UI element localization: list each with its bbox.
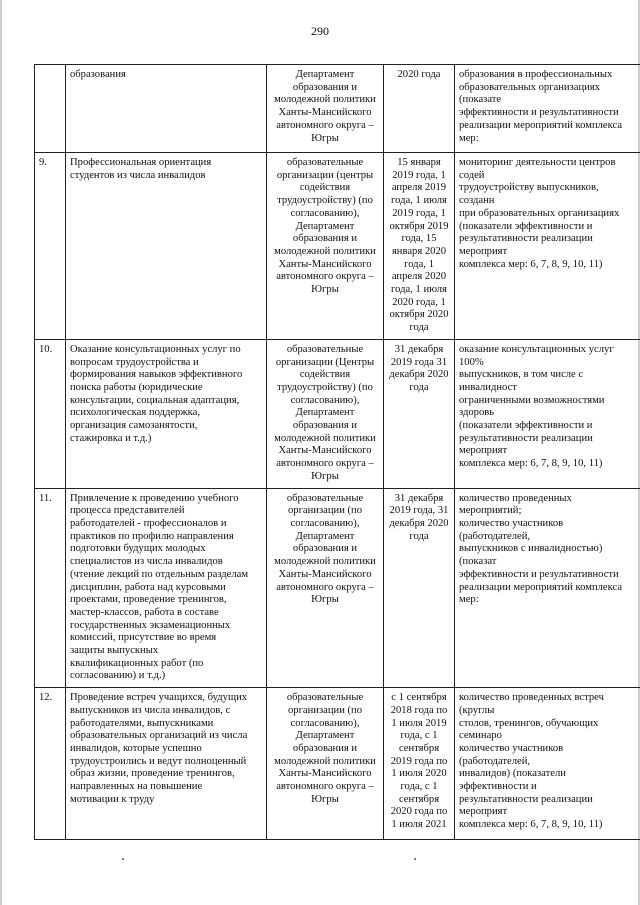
executor-cell: образовательные организации (по согласованию), Департамент образования и молодежной политики Ханты-Мансийского автономного округа – Югры <box>267 488 384 688</box>
executor-cell: образовательные организации (по согласованию), Департамент образования и молодежной политики Ханты-Мансийского автономного округа – Югры <box>267 688 384 840</box>
table-row <box>35 153 640 340</box>
deadline-cell: 15 января 2019 года, 1 апреля 2019 года, 1 июля 2019 года, 1 октября 2019 года, 15 января 2020 года, 1 апреля 2020 года, 1 июля 2020 года, 1 октября 2020 года <box>384 153 455 340</box>
row-number-cell: 11. <box>35 488 66 688</box>
row-number-cell: 9. <box>35 153 66 340</box>
executor-cell: Департамент образования и молодежной политики Ханты-Мансийского автономного округа – Югры <box>267 65 384 153</box>
row-number-cell: 12. <box>35 688 66 840</box>
event-cell: Профессиональная ориентация студентов из числа инвалидов <box>66 153 267 340</box>
table-row <box>35 65 640 153</box>
event-cell: Привлечение к проведению учебного процесса представителей работодателей - профессионалов и практиков по профилю направления подготовки будущих молодых специалистов из числа инвалидов (чтение лекций по отдельным разделам дисциплин, работа над курсовыми проектами, проведение тренингов, мастер-классов, работа в составе государственных экзаменационных комиссий, присутствие во время защиты выпускных квалификационных работ (по согласованию) и т.д.) <box>66 488 267 688</box>
scan-edge-left <box>0 0 2 905</box>
result-cell: количество проведенных мероприятий; количество участников (работодателей, выпускников с инвалидностью) (показат эффективности и результативности реализации мероприятий комплекса мер: <box>455 488 640 688</box>
row-number-cell: 10. <box>35 339 66 488</box>
deadline-cell: 31 декабря 2019 года 31 декабря 2020 года <box>384 339 455 488</box>
result-cell: мониторинг деятельности центров содей трудоустройству выпускников, созданн при образовательных организациях (показатели эффективности и результативности реализации мероприят комплекса мер: 6, 7, 8, 9, 10, 11) <box>455 153 640 340</box>
deadline-cell: 31 декабря 2019 года, 31 декабря 2020 года <box>384 488 455 688</box>
table-row <box>35 488 640 688</box>
table-row <box>35 688 640 840</box>
result-cell: оказание консультационных услуг 100% выпускников, в том числе с инвалидност ограниченными возможностями здоровь (показатели эффективности и результативности реализации мероприят комплекса мер: 6, 7, 8, 9, 10, 11) <box>455 339 640 488</box>
scan-speck <box>122 858 124 860</box>
scan-speck <box>414 858 416 860</box>
event-cell: Оказание консультационных услуг по вопросам трудоустройства и формирования навыков эффективного поиска работы (юридические консультации, социальная адаптация, психологическая поддержка, организация самозанятости, стажировка и т.д.) <box>66 339 267 488</box>
result-cell: количество проведенных встреч (круглы столов, тренингов, обучающих семинаро количество участников (работодателей, инвалидов) (показатели эффективности и результативности реализации мероприят комплекса мер: 6, 7, 8, 9, 10, 11) <box>455 688 640 840</box>
page-number: 290 <box>311 24 329 38</box>
deadline-cell: 2020 года <box>384 65 455 153</box>
executor-cell: образовательные организации (Центры содействия трудоустройству) (по согласованию), Департамент образования и молодежной политики Ханты-Мансийского автономного округа – Югры <box>267 339 384 488</box>
executor-cell: образовательные организации (центры содействия трудоустройству) (по согласованию), Департамент образования и молодежной политики Ханты-Мансийского автономного округа – Югры <box>267 153 384 340</box>
result-cell: образования в профессиональных образовательных организациях (показате эффективности и результативности реализации мероприятий комплекса мер: <box>455 65 640 153</box>
deadline-cell: с 1 сентября 2018 года по 1 июля 2019 года, с 1 сентября 2019 года по 1 июля 2020 года, с 1 сентября 2020 года по 1 июля 2021 <box>384 688 455 840</box>
measures-table <box>34 64 640 840</box>
event-cell: образования <box>66 65 267 153</box>
row-number-cell <box>35 65 66 153</box>
event-cell: Проведение встреч учащихся, будущих выпускников из числа инвалидов, с работодателями, выпускниками образовательных организаций из числа инвалидов, которые успешно трудоустроились и ведут полноценный образ жизни, проведение тренингов, направленных на повышение мотивации к труду <box>66 688 267 840</box>
table-row <box>35 339 640 488</box>
